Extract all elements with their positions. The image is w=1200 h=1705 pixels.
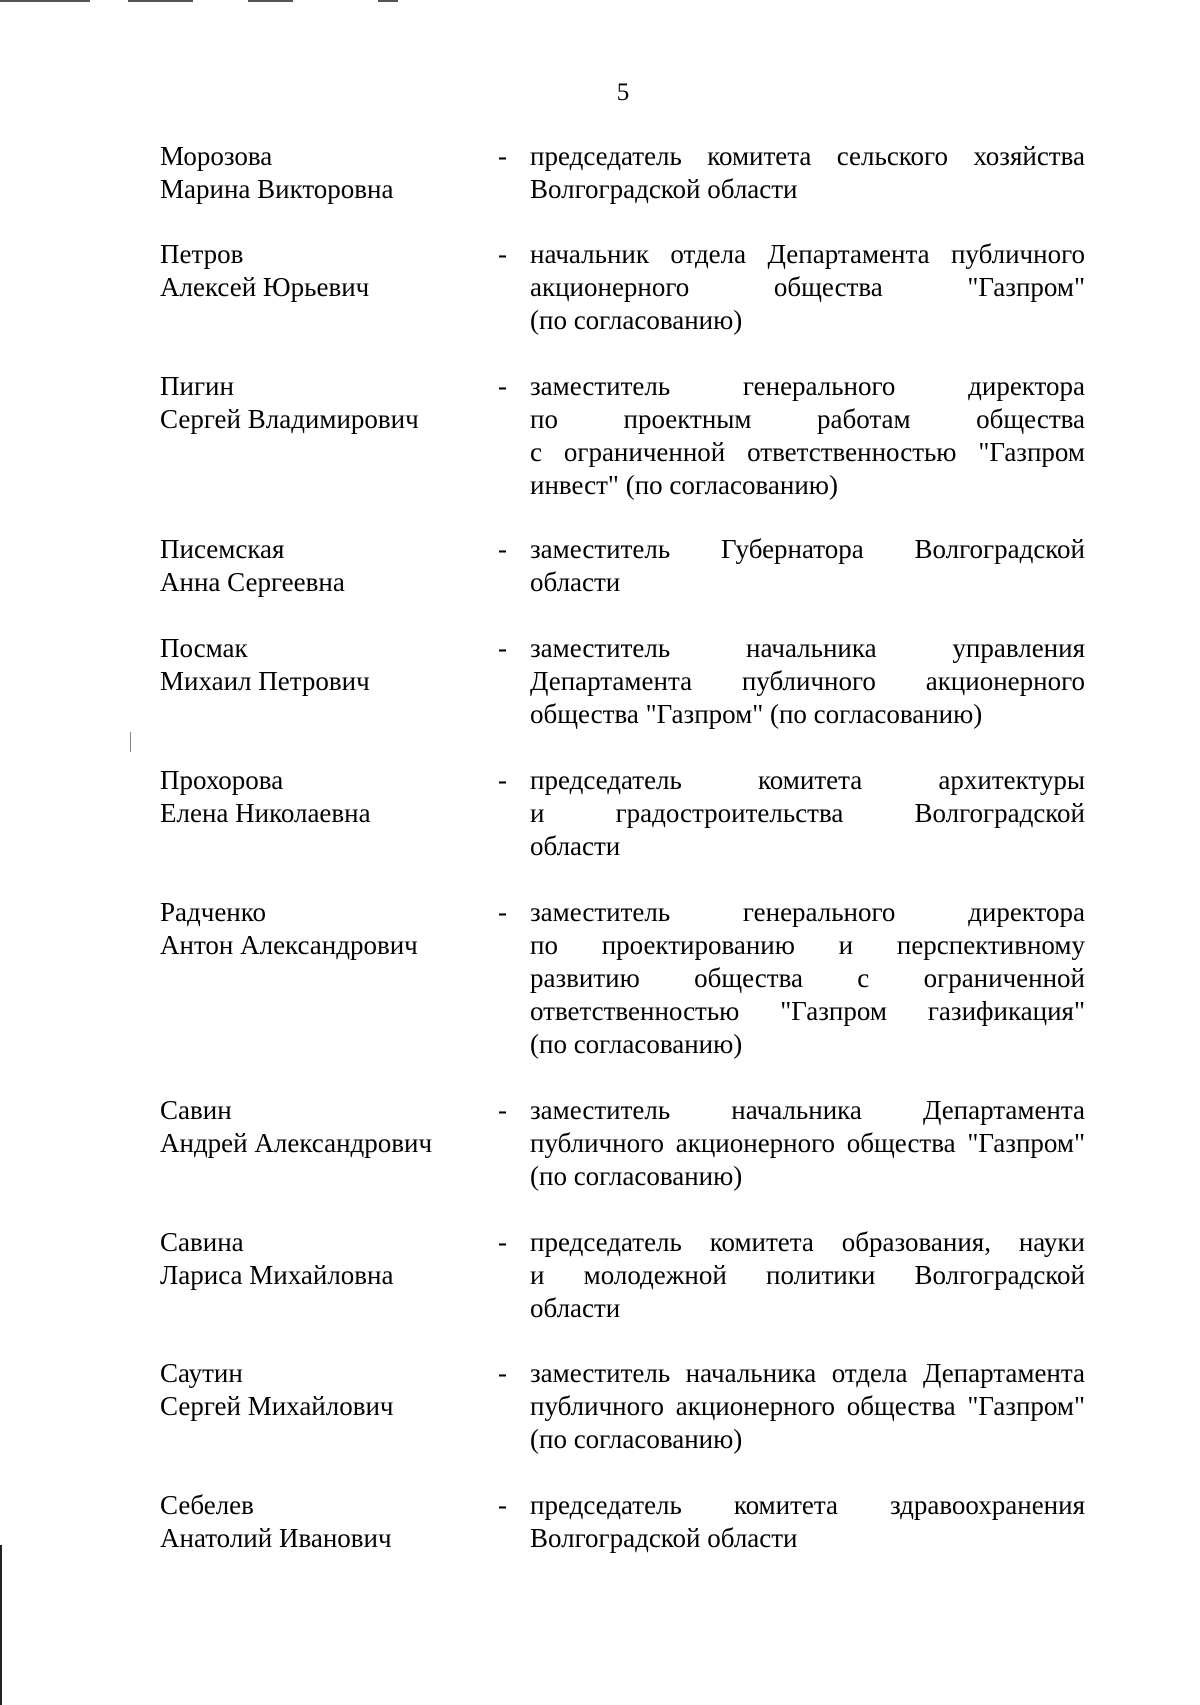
position-line: (по согласованию) xyxy=(530,1161,743,1191)
position-line: Волгоградской области xyxy=(530,174,798,204)
member-position xyxy=(530,370,1085,502)
member-position xyxy=(530,1489,1085,1555)
member-name xyxy=(160,1226,490,1292)
position-line: (по согласованию) xyxy=(530,1424,743,1454)
position-line: заместитель начальника отдела Департамента xyxy=(530,1358,1085,1388)
member-name xyxy=(160,1357,490,1423)
member-position xyxy=(530,1226,1085,1325)
position-line: акционерного общества "Газпром" xyxy=(530,272,1085,302)
member-name xyxy=(160,764,490,830)
separator-dash: - xyxy=(498,239,507,269)
member-name xyxy=(160,632,490,698)
scan-artifact-line xyxy=(248,0,293,2)
position-line: области xyxy=(530,567,621,597)
member-position xyxy=(530,632,1085,731)
member-surname: Савин xyxy=(160,1095,232,1125)
position-line: Департамента публичного акционерного xyxy=(530,666,1085,696)
separator-dash: - xyxy=(498,1490,507,1520)
member-given-name: Сергей Михайлович xyxy=(160,1391,394,1421)
member-surname: Савина xyxy=(160,1227,244,1257)
position-line: и градостроительства Волгоградской xyxy=(530,798,1085,828)
margin-mark xyxy=(130,732,131,752)
position-line: начальник отдела Департамента публичного xyxy=(530,239,1085,269)
separator-dash: - xyxy=(498,1358,507,1388)
member-position xyxy=(530,140,1085,206)
separator-dash: - xyxy=(498,765,507,795)
position-line: заместитель Губернатора Волгоградской xyxy=(530,534,1085,564)
separator-dash: - xyxy=(498,141,507,171)
position-line: заместитель начальника Департамента xyxy=(530,1095,1085,1125)
member-surname: Саутин xyxy=(160,1358,243,1388)
member-given-name: Сергей Владимирович xyxy=(160,404,419,434)
member-name xyxy=(160,896,490,962)
member-surname: Пигин xyxy=(160,371,234,401)
member-given-name: Лариса Михайловна xyxy=(160,1260,394,1290)
member-position xyxy=(530,764,1085,863)
position-line: председатель комитета образования, науки xyxy=(530,1227,1085,1257)
position-line: ответственностью "Газпром газификация" xyxy=(530,996,1085,1026)
member-surname: Посмак xyxy=(160,633,248,663)
position-line: по проектным работам общества xyxy=(530,404,1085,434)
member-surname: Радченко xyxy=(160,897,266,927)
member-surname: Писемская xyxy=(160,534,285,564)
position-line: председатель комитета архитектуры xyxy=(530,765,1085,795)
position-line: заместитель генерального директора xyxy=(530,371,1085,401)
member-given-name: Анна Сергеевна xyxy=(160,567,345,597)
scan-artifact-line xyxy=(378,0,398,2)
member-name xyxy=(160,1094,490,1160)
member-given-name: Михаил Петрович xyxy=(160,666,370,696)
position-line: (по согласованию) xyxy=(530,1029,743,1059)
member-surname: Прохорова xyxy=(160,765,284,795)
member-position xyxy=(530,896,1085,1061)
member-position xyxy=(530,238,1085,337)
separator-dash: - xyxy=(498,534,507,564)
separator-dash: - xyxy=(498,371,507,401)
position-line: заместитель начальника управления xyxy=(530,633,1085,663)
member-given-name: Елена Николаевна xyxy=(160,798,371,828)
member-given-name: Антон Александрович xyxy=(160,930,418,960)
member-surname: Морозова xyxy=(160,141,273,171)
scan-artifact-line xyxy=(128,0,193,2)
position-line: по проектированию и перспективному xyxy=(530,930,1085,960)
position-line: председатель комитета сельского хозяйства xyxy=(530,141,1085,171)
member-name xyxy=(160,140,490,206)
position-line: Волгоградской области xyxy=(530,1523,798,1553)
position-line: публичного акционерного общества "Газпром" xyxy=(530,1128,1085,1158)
member-position xyxy=(530,1094,1085,1193)
position-line: публичного акционерного общества "Газпром" xyxy=(530,1391,1085,1421)
margin-mark xyxy=(0,1545,2,1705)
member-given-name: Андрей Александрович xyxy=(160,1128,433,1158)
position-line: заместитель генерального директора xyxy=(530,897,1085,927)
scan-artifact-line xyxy=(0,0,90,2)
member-surname: Себелев xyxy=(160,1490,254,1520)
position-line: области xyxy=(530,831,621,861)
position-line: области xyxy=(530,1293,621,1323)
member-given-name: Марина Викторовна xyxy=(160,174,394,204)
member-name xyxy=(160,1489,490,1555)
separator-dash: - xyxy=(498,633,507,663)
position-line: (по согласованию) xyxy=(530,305,743,335)
member-given-name: Алексей Юрьевич xyxy=(160,272,370,302)
member-name xyxy=(160,238,490,304)
position-line: общества "Газпром" (по согласованию) xyxy=(530,699,983,729)
separator-dash: - xyxy=(498,1095,507,1125)
position-line: инвест" (по согласованию) xyxy=(530,470,838,500)
member-position xyxy=(530,1357,1085,1456)
member-given-name: Анатолий Иванович xyxy=(160,1523,392,1553)
member-surname: Петров xyxy=(160,239,244,269)
position-line: развитию общества с ограниченной xyxy=(530,963,1085,993)
member-position xyxy=(530,533,1085,599)
position-line: председатель комитета здравоохранения xyxy=(530,1490,1085,1520)
member-name xyxy=(160,370,490,436)
position-line: и молодежной политики Волгоградской xyxy=(530,1260,1085,1290)
member-name xyxy=(160,533,490,599)
separator-dash: - xyxy=(498,1227,507,1257)
page-number: 5 xyxy=(616,79,630,106)
position-line: с ограниченной ответственностью "Газпром xyxy=(530,437,1085,467)
separator-dash: - xyxy=(498,897,507,927)
